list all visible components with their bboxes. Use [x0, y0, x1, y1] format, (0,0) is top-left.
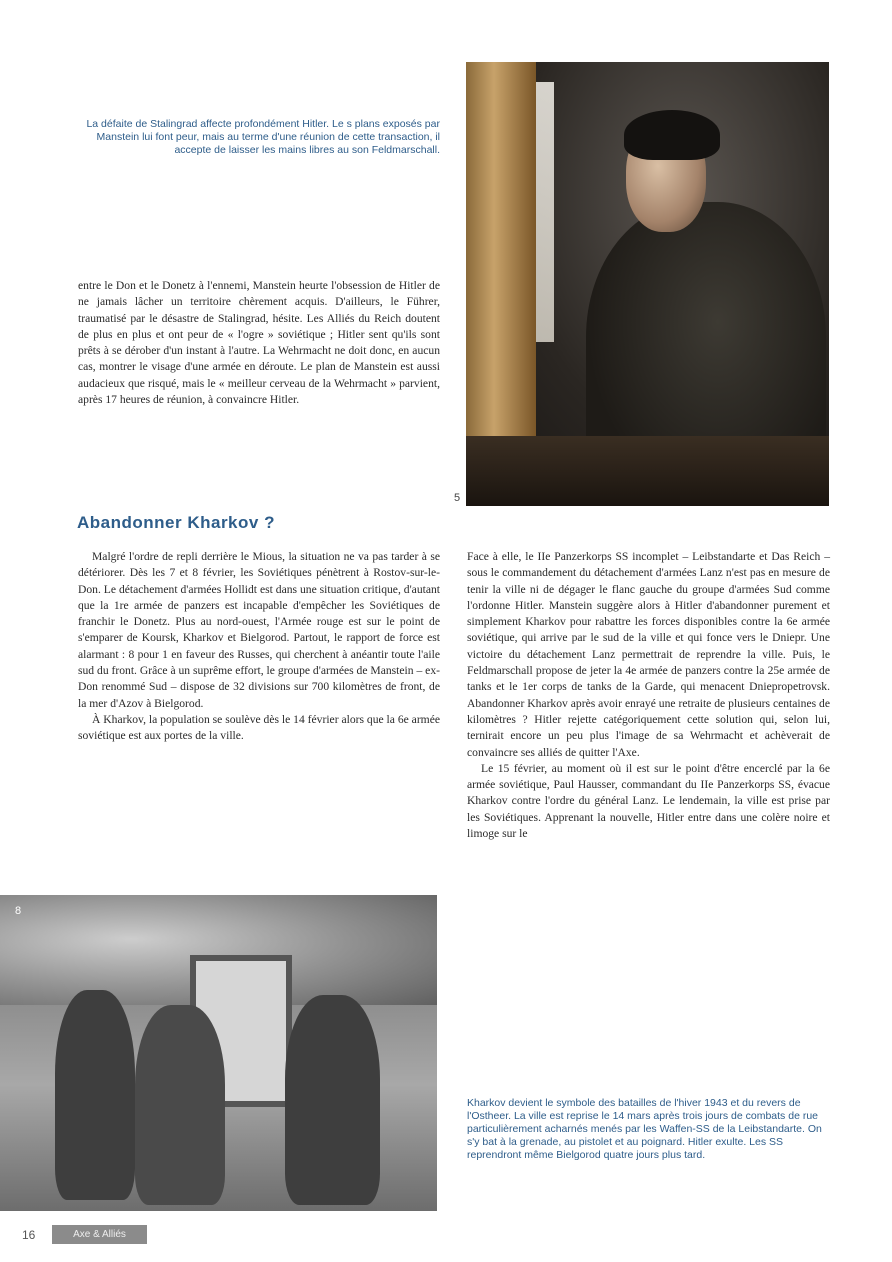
- photo-caption-top: La défaite de Stalingrad affecte profondément Hitler. Le s plans exposés par Manstein lui font peur, mais au terme d'une réunion de cette transaction, il accepte de laisser les mains libres au son Feldmarschall.: [86, 118, 440, 156]
- soldier-figure: [55, 990, 135, 1200]
- right-column: [467, 549, 830, 842]
- photo-hitler-train: [466, 62, 829, 506]
- soldier-figure: [285, 995, 380, 1205]
- right-paragraph: Le 15 février, au moment où il est sur le point d'être encerclé par la 6e armée soviétique, Paul Hausser, commandant du IIe Panzerkorps SS, évacue Kharkov contre l'ordre du général Lanz. Le lendemain, la ville est prise par les Soviétiques. Apprenant la nouvelle, Hitler entre dans une colère noire et limoge sur le: [467, 761, 830, 841]
- hair: [624, 110, 720, 160]
- section-heading: Abandonner Kharkov ?: [77, 513, 275, 532]
- window-sill: [466, 436, 829, 506]
- photo-number-top: 5: [454, 492, 461, 504]
- left-paragraph: Malgré l'ordre de repli derrière le Mious, la situation ne va pas tarder à se détériorer. Dès les 7 et 8 février, les Soviétiques pénètrent à Rostov-sur-le-Don. Le détachement d'armées Hollidt est dans une situation critique, d'autant que la 1re armée de panzers est incapable d'empêcher les Soviétiques de franchir le Donetz. Plus au nord-ouest, l'Armée rouge est sur le point de s'emparer de Koursk, Kharkov et Bielgorod. Partout, le rapport de force est alarmant : 8 pour 1 en faveur des Russes, qui cherchent à anéantir toute l'aile sud du front. Grâce à un suprême effort, le groupe d'armées de Manstein – ex-Don renommé Sud – dispose de 32 divisions sur 700 kilomètres de front, de la mer d'Azov à Bielgorod.: [78, 550, 440, 710]
- intro-paragraph: [78, 278, 440, 408]
- intro-text: entre le Don et le Donetz à l'ennemi, Manstein heurte l'obsession de Hitler de ne jamais lâcher un territoire chèrement acquis. D'ailleurs, le Führer, traumatisé par le désastre de Stalingrad, hésite. Les Alliés du Reich doutent de plus en plus et ont peur de « l'ogre » soviétique ; Hitler sent qu'ils sont prêts à se dérober d'un instant à l'autre. La Wehrmacht ne doit donc, en aucun cas, montrer le visage d'une armée en déroute. Le plan de Manstein est aussi audacieux que risqué, mais le « meilleur cerveau de la Wehrmacht » parvient, après 17 heures de réunion, à convaincre Hitler.: [78, 279, 440, 407]
- left-column: [78, 549, 440, 745]
- photo-caption-bottom: Kharkov devient le symbole des batailles de l'hiver 1943 et du revers de l'Ostheer. La ville est reprise le 14 mars après trois jours de combats de rue particulièrement acharnés menés par les Waffen-SS de la Leibstandarte. On s'y bat à la grenade, au pistolet et au poignard. Hitler exulte. Les SS reprendront même Bielgorod quatre jours plus tard.: [467, 1097, 822, 1161]
- right-paragraph: Face à elle, le IIe Panzerkorps SS incomplet – Leibstandarte et Das Reich – sous le commandement du détachement d'armées Lanz n'est pas en mesure de tenir la ville ni de dégager le flanc gauche du groupe d'armées Sud comme l'ordonne Hitler. Manstein suggère alors à Hitler d'abandonner purement et simplement Kharkov pour rabattre les forces disponibles contre la 6e armée soviétique, qui arrive par le sud de la ville et qui fonce vers le Dniepr. Une victoire du détachement Lanz permettrait de reprendre la ville. Puis, le Feldmarschall propose de jeter la 4e armée de panzers contre la 25e armée de tanks et le 1er corps de tanks de la Garde, qui menacent Dniepropetrovsk. Abandonner Kharkov après avoir enrayé une retraite de plusieurs centaines de kilomètres ? Hitler rejette catégoriquement cette solution qui, selon lui, ternirait encore un peu plus l'image de sa Wehrmacht et achèverait de convaincre ses alliés de quitter l'Axe.: [467, 550, 830, 759]
- soldier-figure: [135, 1005, 225, 1205]
- photo-number-bottom: 8: [15, 905, 22, 917]
- left-paragraph: À Kharkov, la population se soulève dès le 14 février alors que la 6e armée soviétique est aux portes de la ville.: [78, 712, 440, 743]
- page-number: 16: [22, 1228, 36, 1242]
- magazine-tag: Axe & Alliés: [52, 1225, 147, 1244]
- photo-soldiers-kharkov: [0, 895, 437, 1211]
